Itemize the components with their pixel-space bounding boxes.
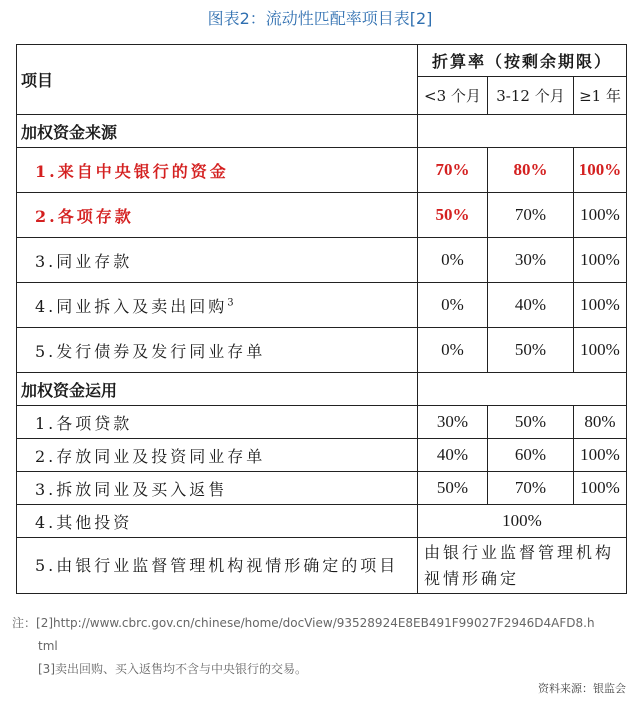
row-label-cell — [17, 283, 418, 328]
section-sources: 加权资金来源 — [17, 115, 418, 148]
table-row — [17, 238, 627, 283]
footnote-2-url-cont: tml — [38, 639, 58, 653]
cell-value: 100% — [574, 193, 627, 238]
cell-value: 100% — [574, 472, 627, 505]
header-col-lt3m: <3 个月 — [418, 77, 488, 115]
row-label: 1.各项贷款 — [17, 406, 418, 439]
cell-value: 40% — [418, 439, 488, 472]
header-item: 项目 — [17, 45, 418, 115]
row-label: 1.来自中央银行的资金 — [17, 148, 418, 193]
cell-value: 50% — [488, 328, 574, 373]
table-row — [17, 472, 627, 505]
section-uses: 加权资金运用 — [17, 373, 418, 406]
page-title: 图表2：流动性匹配率项目表[2] — [207, 9, 433, 28]
table-row — [17, 505, 627, 538]
notes-prefix: 注： — [12, 616, 37, 630]
row-label: 3.同业存款 — [17, 238, 418, 283]
table-row — [17, 148, 627, 193]
row-label: 2.存放同业及投资同业存单 — [17, 439, 418, 472]
row-label: 2.各项存款 — [17, 193, 418, 238]
footnote-2-url: [2]http://www.cbrc.gov.cn/chinese/home/docView/93528924E8EB491F99027F2946D4AFD8.h — [36, 616, 595, 630]
cell-value: 100% — [574, 439, 627, 472]
header-col-gt1y: ≥1 年 — [574, 77, 627, 115]
cell-value: 80% — [574, 406, 627, 439]
cell-value: 70% — [418, 148, 488, 193]
footnote-mark: 3 — [227, 297, 237, 309]
data-source: 资料来源：银监会 — [538, 682, 626, 695]
cell-value: 0% — [418, 328, 488, 373]
table-row — [17, 406, 627, 439]
cell-value: 40% — [488, 283, 574, 328]
cell-value: 30% — [418, 406, 488, 439]
row-label: 3.拆放同业及买入返售 — [17, 472, 418, 505]
liquidity-matching-table — [16, 44, 627, 594]
cell-value: 50% — [418, 472, 488, 505]
section-uses-empty — [418, 373, 627, 406]
footnotes — [12, 612, 632, 681]
cell-value: 0% — [418, 238, 488, 283]
cell-value: 100% — [574, 283, 627, 328]
table-row — [17, 193, 627, 238]
header-rate: 折算率（按剩余期限） — [418, 45, 627, 77]
cell-value: 0% — [418, 283, 488, 328]
cell-value: 60% — [488, 439, 574, 472]
cell-value-merged: 100% — [418, 505, 627, 538]
row-label: 4.其他投资 — [17, 505, 418, 538]
table-row — [17, 328, 627, 373]
cell-value: 50% — [488, 406, 574, 439]
cell-value: 100% — [574, 148, 627, 193]
cell-value: 30% — [488, 238, 574, 283]
cell-value: 100% — [574, 238, 627, 283]
section-sources-empty — [418, 115, 627, 148]
cell-value: 100% — [574, 328, 627, 373]
cell-value-merged: 由银行业监督管理机构视情形确定 — [418, 538, 627, 594]
table-row — [17, 439, 627, 472]
footnote-3: [3]卖出回购、买入返售均不含与中央银行的交易。 — [38, 662, 307, 676]
row-label: 5.由银行业监督管理机构视情形确定的项目 — [17, 538, 418, 594]
table-row — [17, 538, 627, 594]
row-label: 4.同业拆入及卖出回购 — [35, 296, 228, 316]
cell-value: 50% — [418, 193, 488, 238]
cell-value: 80% — [488, 148, 574, 193]
row-label: 5.发行债券及发行同业存单 — [17, 328, 418, 373]
table-row — [17, 283, 627, 328]
cell-value: 70% — [488, 193, 574, 238]
cell-value: 70% — [488, 472, 574, 505]
header-col-3-12m: 3-12 个月 — [488, 77, 574, 115]
